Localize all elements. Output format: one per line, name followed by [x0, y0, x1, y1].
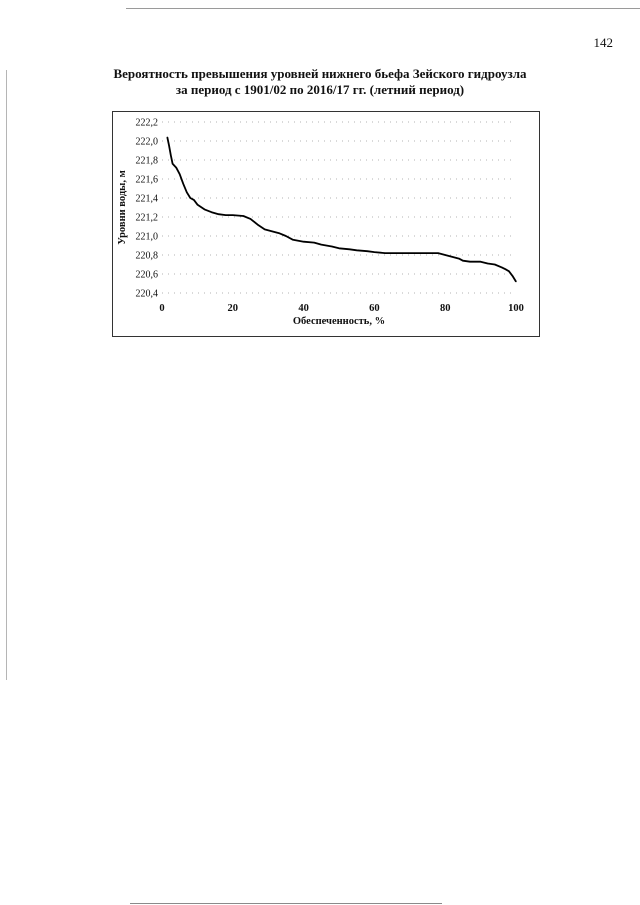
data-point — [243, 215, 244, 216]
data-point — [469, 261, 470, 262]
x-tick-label: 100 — [508, 303, 524, 314]
y-tick-label: 221,2 — [135, 212, 158, 224]
x-tick-label: 40 — [298, 303, 309, 314]
data-point — [462, 260, 463, 261]
data-point — [452, 256, 453, 257]
data-point — [232, 215, 233, 216]
data-point — [508, 271, 509, 272]
data-point — [285, 235, 286, 236]
y-tick-label: 221,0 — [135, 231, 158, 243]
data-point — [392, 253, 393, 254]
data-point — [438, 253, 439, 254]
data-point — [190, 197, 191, 198]
data-point — [197, 204, 198, 205]
page-number: 142 — [593, 35, 613, 50]
y-tick-label: 221,4 — [135, 193, 158, 205]
y-tick-label: 220,4 — [135, 288, 158, 300]
data-point — [349, 249, 350, 250]
data-point — [218, 214, 219, 215]
data-point — [409, 253, 410, 254]
x-tick-label: 0 — [159, 303, 165, 314]
data-point — [292, 239, 293, 240]
x-tick-label: 20 — [227, 303, 239, 314]
y-tick-label: 222,0 — [135, 136, 158, 148]
data-point — [250, 218, 251, 219]
data-point — [271, 231, 272, 232]
data-point — [331, 246, 332, 247]
y-tick-label: 220,6 — [135, 269, 158, 281]
data-point — [501, 267, 502, 268]
data-point — [193, 199, 194, 200]
data-point — [168, 145, 169, 146]
chart-title-line-2: за период с 1901/02 по 2016/17 гг. (летний период) — [175, 82, 465, 97]
data-point — [505, 269, 506, 270]
data-point — [321, 244, 322, 245]
data-point — [459, 258, 460, 259]
data-point — [176, 167, 177, 168]
data-point — [512, 275, 513, 276]
data-point — [278, 233, 279, 234]
x-axis-label: Обеспеченность, % — [292, 316, 386, 327]
data-point — [204, 209, 205, 210]
data-point — [367, 251, 368, 252]
data-point — [303, 241, 304, 242]
data-point — [480, 261, 481, 262]
y-tick-label: 221,6 — [135, 174, 158, 186]
series-line — [167, 137, 516, 281]
data-point — [374, 252, 375, 253]
data-point — [314, 242, 315, 243]
data-point — [338, 248, 339, 249]
y-tick-label: 221,8 — [135, 155, 158, 167]
data-point — [167, 137, 168, 138]
data-point — [445, 254, 446, 255]
data-point — [494, 264, 495, 265]
y-axis-label: Уровни воды, м — [117, 170, 128, 245]
data-point — [264, 229, 265, 230]
data-point — [225, 215, 226, 216]
y-tick-label: 220,8 — [135, 250, 158, 262]
data-point — [257, 224, 258, 225]
chart-title-line-1: Вероятность превышения уровней нижнего бьефа Зейского гидроузла — [113, 66, 527, 81]
data-point — [384, 253, 385, 254]
data-point — [186, 192, 187, 193]
data-point — [179, 174, 180, 175]
data-point — [416, 253, 417, 254]
data-point — [356, 250, 357, 251]
data-point — [515, 281, 516, 282]
x-tick-label: 80 — [439, 303, 451, 314]
data-point — [183, 183, 184, 184]
data-point — [402, 253, 403, 254]
data-point — [427, 253, 428, 254]
data-point — [170, 155, 171, 156]
x-tick-label: 60 — [369, 303, 380, 314]
data-point — [211, 212, 212, 213]
data-point — [487, 263, 488, 264]
y-tick-label: 222,2 — [135, 117, 158, 129]
data-point — [172, 163, 173, 164]
